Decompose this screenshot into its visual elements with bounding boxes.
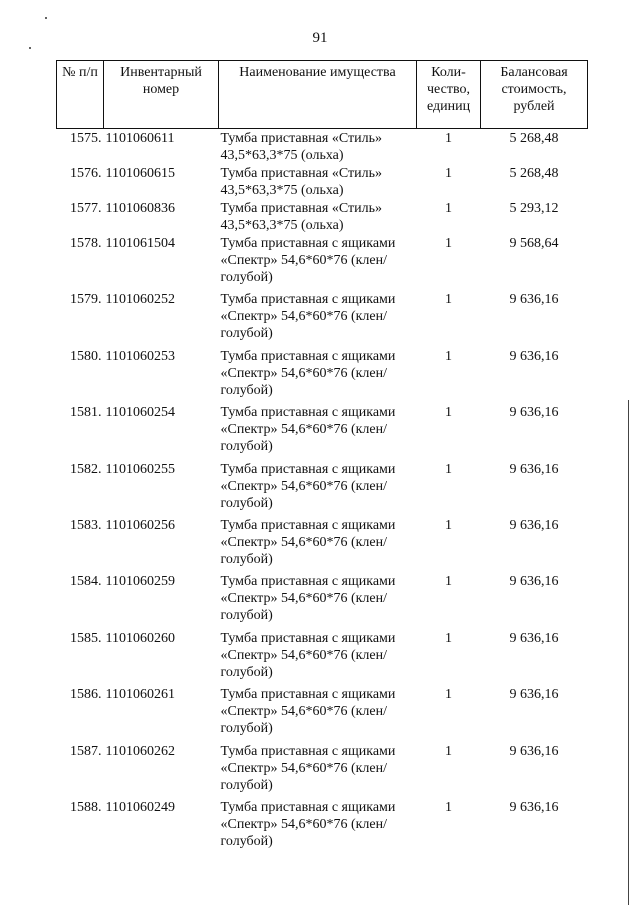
row-property-name: Тумба приставная с ящиками «Спектр» 54,6*60*76 (клен/голубой): [220, 630, 396, 680]
row-num: 1588.: [70, 799, 102, 815]
row-property-name: Тумба приставная с ящиками «Спектр» 54,6*60*76 (клен/голубой): [220, 461, 396, 511]
row-num: 1585.: [70, 630, 102, 646]
row-balance-cost: 9 636,16: [509, 405, 559, 421]
table-row: [57, 200, 588, 235]
row-num: 1576.: [70, 166, 102, 181]
row-quantity: 1: [445, 799, 452, 815]
row-quantity: 1: [445, 687, 452, 703]
row-property-name: Тумба приставная «Стиль» 43,5*63,3*75 (ольха): [220, 166, 382, 198]
row-balance-cost: 5 293,12: [509, 201, 559, 216]
table-header-row: [57, 61, 588, 129]
row-quantity: 1: [445, 131, 452, 146]
table-row: [57, 630, 588, 686]
row-inventory-number: 1101060253: [105, 348, 175, 364]
row-property-name: Тумба приставная с ящиками «Спектр» 54,6*60*76 (клен/голубой): [220, 743, 396, 793]
header-quantity: Коли- чество, единиц: [417, 61, 481, 129]
row-quantity: 1: [445, 236, 452, 251]
row-quantity: 1: [445, 201, 452, 216]
row-num: 1579.: [70, 292, 102, 308]
row-num: 1584.: [70, 574, 102, 590]
row-balance-cost: 9 636,16: [509, 292, 559, 308]
row-property-name: Тумба приставная с ящиками «Спектр» 54,6*60*76 (клен/голубой): [220, 405, 396, 455]
row-inventory-number: 1101060261: [105, 687, 175, 703]
row-balance-cost: 9 636,16: [509, 348, 559, 364]
row-balance-cost: 9 636,16: [509, 799, 559, 815]
row-quantity: 1: [445, 292, 452, 308]
row-balance-cost: 5 268,48: [509, 131, 559, 146]
row-num: 1580.: [70, 348, 102, 364]
row-balance-cost: 9 568,64: [509, 236, 559, 251]
header-property-name: Наименование имущества: [219, 61, 417, 129]
row-inventory-number: 1101060262: [105, 743, 175, 759]
row-inventory-number: 1101060611: [105, 131, 175, 146]
row-property-name: Тумба приставная с ящиками «Спектр» 54,6*60*76 (клен/голубой): [220, 517, 396, 567]
row-quantity: 1: [445, 574, 452, 590]
row-inventory-number: 1101060254: [105, 405, 175, 421]
row-balance-cost: 9 636,16: [509, 743, 559, 759]
row-num: 1582.: [70, 461, 102, 477]
row-num: 1586.: [70, 687, 102, 703]
row-property-name: Тумба приставная с ящиками «Спектр» 54,6*60*76 (клен/голубой): [220, 799, 396, 849]
row-num: 1583.: [70, 517, 102, 533]
row-property-name: Тумба приставная с ящиками «Спектр» 54,6*60*76 (клен/голубой): [220, 292, 396, 342]
table-row: [57, 348, 588, 404]
row-num: 1577.: [70, 201, 102, 216]
row-inventory-number: 1101060249: [105, 799, 175, 815]
row-balance-cost: 9 636,16: [509, 517, 559, 533]
row-quantity: 1: [445, 166, 452, 181]
row-inventory-number: 1101060260: [105, 630, 175, 646]
row-property-name: Тумба приставная с ящиками «Спектр» 54,6*60*76 (клен/голубой): [220, 574, 396, 624]
table-row: [57, 686, 588, 742]
row-balance-cost: 9 636,16: [509, 687, 559, 703]
table-row: [57, 291, 588, 347]
row-property-name: Тумба приставная «Стиль» 43,5*63,3*75 (ольха): [220, 201, 382, 233]
table-row: [57, 517, 588, 573]
row-num: 1578.: [70, 236, 102, 251]
table-row: [57, 404, 588, 460]
row-property-name: Тумба приставная с ящиками «Спектр» 54,6*60*76 (клен/голубой): [220, 236, 396, 285]
row-quantity: 1: [445, 461, 452, 477]
row-inventory-number: 1101060252: [105, 292, 175, 308]
row-num: 1581.: [70, 405, 102, 421]
table-row: [57, 799, 588, 855]
table-row: [57, 235, 588, 291]
page-number: 91: [312, 30, 328, 46]
header-inventory-number: Инвентарный номер: [104, 61, 219, 129]
row-quantity: 1: [445, 405, 452, 421]
row-inventory-number: 1101060615: [105, 166, 175, 181]
row-balance-cost: 9 636,16: [509, 630, 559, 646]
table-row: [57, 461, 588, 517]
table-row: [57, 165, 588, 200]
table-row: [57, 573, 588, 629]
row-balance-cost: 9 636,16: [509, 574, 559, 590]
row-num: 1575.: [70, 131, 102, 146]
row-inventory-number: 1101060259: [105, 574, 175, 590]
scan-edge-line: [628, 400, 629, 905]
table-row: [57, 129, 588, 166]
row-property-name: Тумба приставная «Стиль» 43,5*63,3*75 (ольха): [220, 131, 382, 163]
row-balance-cost: 5 268,48: [509, 166, 559, 181]
table-row: [57, 743, 588, 799]
row-property-name: Тумба приставная с ящиками «Спектр» 54,6*60*76 (клен/голубой): [220, 348, 396, 398]
row-quantity: 1: [445, 348, 452, 364]
header-num: № п/п: [57, 61, 104, 129]
header-balance-cost: Балансовая стоимость, рублей: [481, 61, 588, 129]
row-num: 1587.: [70, 743, 102, 759]
row-inventory-number: 1101060255: [105, 461, 175, 477]
row-property-name: Тумба приставная с ящиками «Спектр» 54,6*60*76 (клен/голубой): [220, 687, 396, 737]
row-inventory-number: 1101060256: [105, 517, 175, 533]
inventory-table: [56, 60, 588, 855]
row-quantity: 1: [445, 517, 452, 533]
scan-speck: [29, 47, 31, 49]
row-quantity: 1: [445, 630, 452, 646]
row-inventory-number: 1101060836: [105, 201, 175, 216]
row-quantity: 1: [445, 743, 452, 759]
scan-speck: [45, 17, 47, 19]
row-balance-cost: 9 636,16: [509, 461, 559, 477]
row-inventory-number: 1101061504: [105, 236, 175, 251]
